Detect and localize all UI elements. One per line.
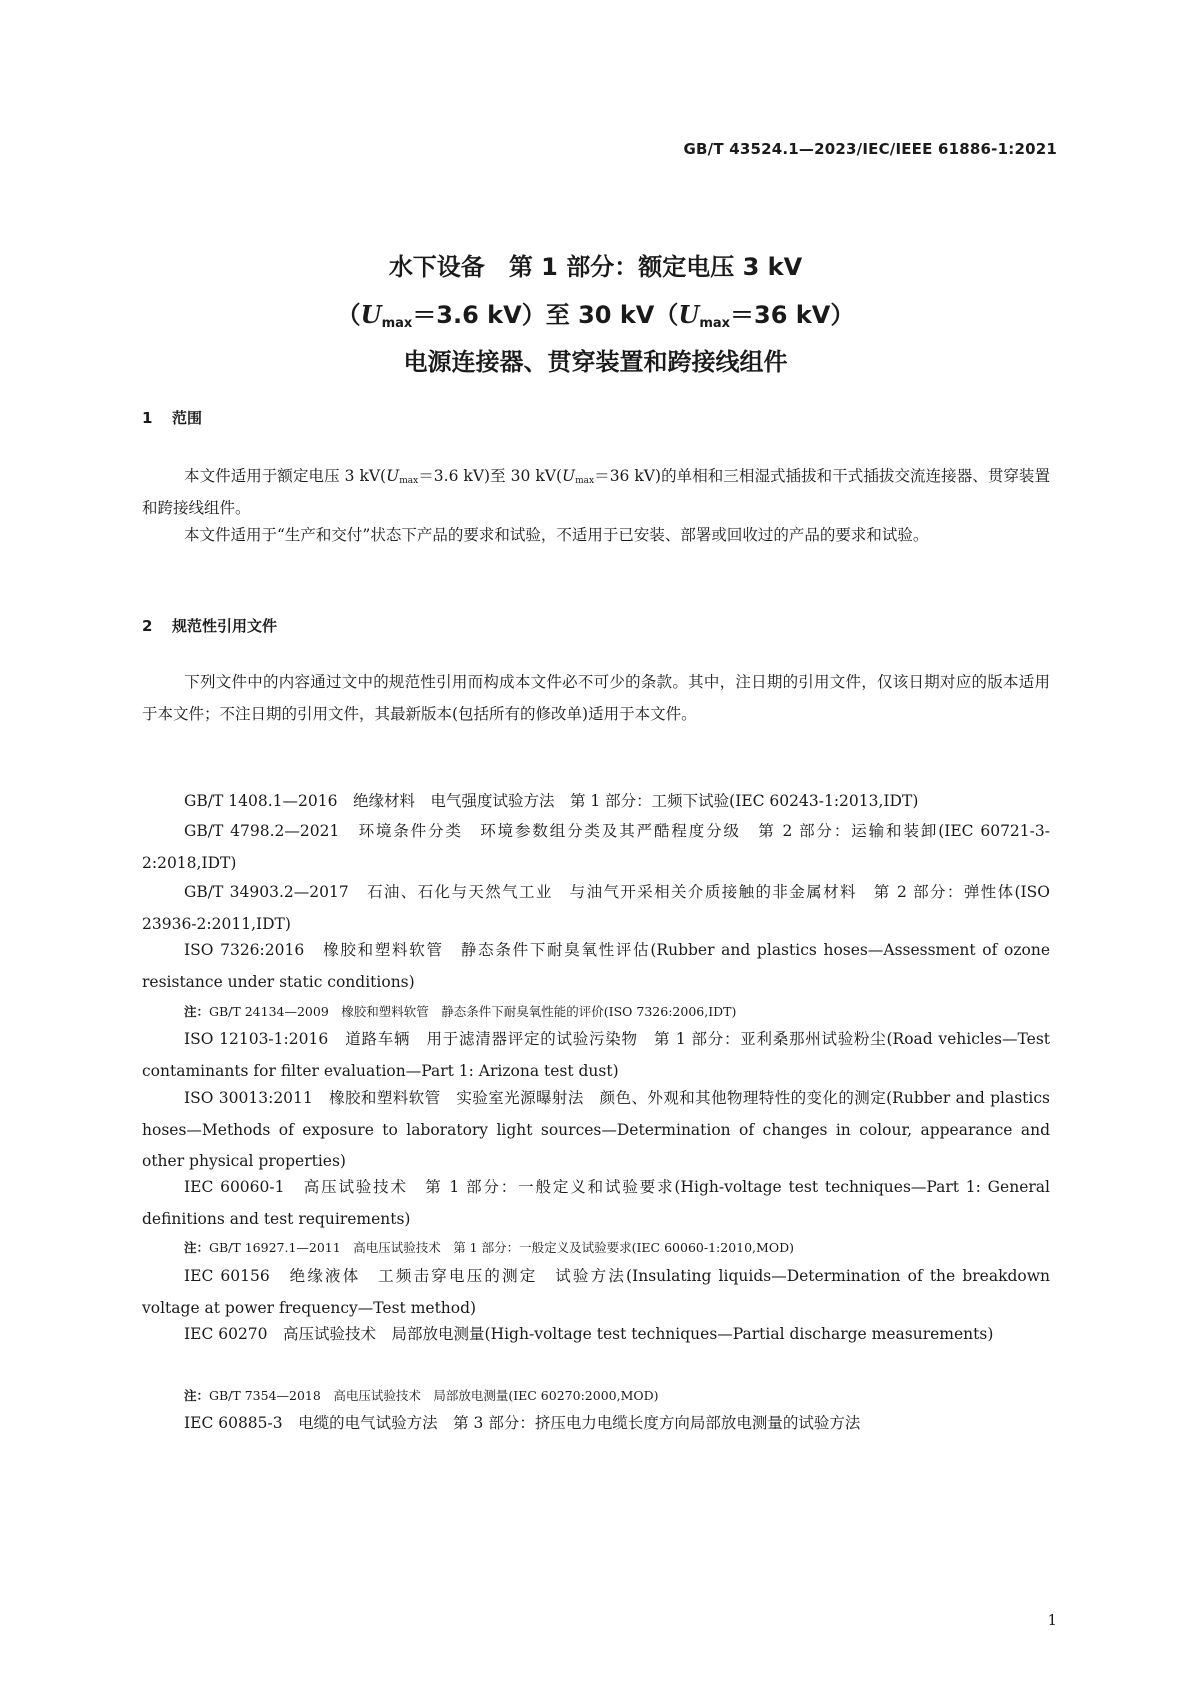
reference-item: IEC 60885-3 电缆的电气试验方法 第 3 部分：挤压电力电缆长度方向局部放电测量的试验方法 [184, 1414, 861, 1432]
reference-item: ISO 7326:2016 橡胶和塑料软管 静态条件下耐臭氧性评估(Rubber and plastics hoses—Assessment of ozone resistance under static conditions) [142, 941, 1050, 991]
document-title [0, 244, 1191, 386]
standard-code: GB/T 43524.1—2023/IEC/IEEE 61886-1:2021 [683, 140, 1057, 158]
section-2-heading: 2 规范性引用文件 [142, 617, 278, 635]
title-line-1: 水下设备 第 1 部分：额定电压 3 kV [388, 253, 803, 281]
reference-item: ISO 12103-1:2016 道路车辆 用于滤清器评定的试验污染物 第 1 部分：亚利桑那州试验粉尘(Road vehicles—Test contaminants for filter evaluation—Part 1: Arizona test dust) [142, 1030, 1050, 1080]
page-number: 1 [1047, 1611, 1057, 1629]
reference-note: 注：GB/T 16927.1—2011 高电压试验技术 第 1 部分：一般定义及试验要求(IEC 60060-1:2010,MOD) [184, 1240, 794, 1255]
reference-note: 注：GB/T 7354—2018 高电压试验技术 局部放电测量(IEC 60270:2000,MOD) [184, 1388, 659, 1403]
reference-item: GB/T 4798.2—2021 环境条件分类 环境参数组分类及其严酷程度分级 第 2 部分：运输和装卸(IEC 60721-3-2:2018,IDT) [142, 822, 1050, 872]
references-intro: 下列文件中的内容通过文中的规范性引用而构成本文件必不可少的条款。其中，注日期的引用文件，仅该日期对应的版本适用于本文件；不注日期的引用文件，其最新版本(包括所有的修改单)适用于本文件。 [142, 673, 1050, 723]
scope-paragraph-2: 本文件适用于“生产和交付”状态下产品的要求和试验，不适用于已安装、部署或回收过的产品的要求和试验。 [184, 526, 929, 544]
section-1-heading: 1 范围 [142, 409, 203, 427]
title-line-2: （$U_{max}=3.6$ kV）至 30 $kV(U_{max}=36$ kV） [336, 300, 855, 331]
reference-item: IEC 60156 绝缘液体 工频击穿电压的测定 试验方法(Insulating liquids—Determination of the breakdown voltage at power frequency—Test method) [142, 1267, 1050, 1317]
reference-note: 注：GB/T 24134—2009 橡胶和塑料软管 静态条件下耐臭氧性能的评价(ISO 7326:2006,IDT) [184, 1004, 737, 1019]
reference-item: IEC 60270 高压试验技术 局部放电测量(High-voltage test techniques—Partial discharge measurements) [184, 1325, 994, 1343]
scope-paragraph-1: 本文件适用于额定电压 3 $kV(U_{max}=3.6$ kV)至 30 $kV(U_{max}=36$ kV)的单相和三相湿式插拔和干式插拔交流连接器、贯穿装置和跨接线组件。 [142, 467, 1050, 517]
reference-item: GB/T 1408.1—2016 绝缘材料 电气强度试验方法 第 1 部分：工频下试验(IEC 60243-1:2013,IDT) [184, 792, 919, 810]
reference-item: IEC 60060-1 高压试验技术 第 1 部分：一般定义和试验要求(High-voltage test techniques—Part 1: General definitions and test requirements) [142, 1178, 1050, 1228]
reference-item: GB/T 34903.2—2017 石油、石化与天然气工业 与油气开采相关介质接触的非金属材料 第 2 部分：弹性体(ISO 23936-2:2011,IDT) [142, 883, 1050, 933]
title-line-3: 电源连接器、贯穿装置和跨接线组件 [403, 348, 788, 376]
reference-item: ISO 30013:2011 橡胶和塑料软管 实验室光源曝射法 颜色、外观和其他物理特性的变化的测定(Rubber and plastics hoses—Methods of exposure to laboratory light sources—Determination of changes in colour, appearance and other physical properties) [142, 1089, 1050, 1170]
